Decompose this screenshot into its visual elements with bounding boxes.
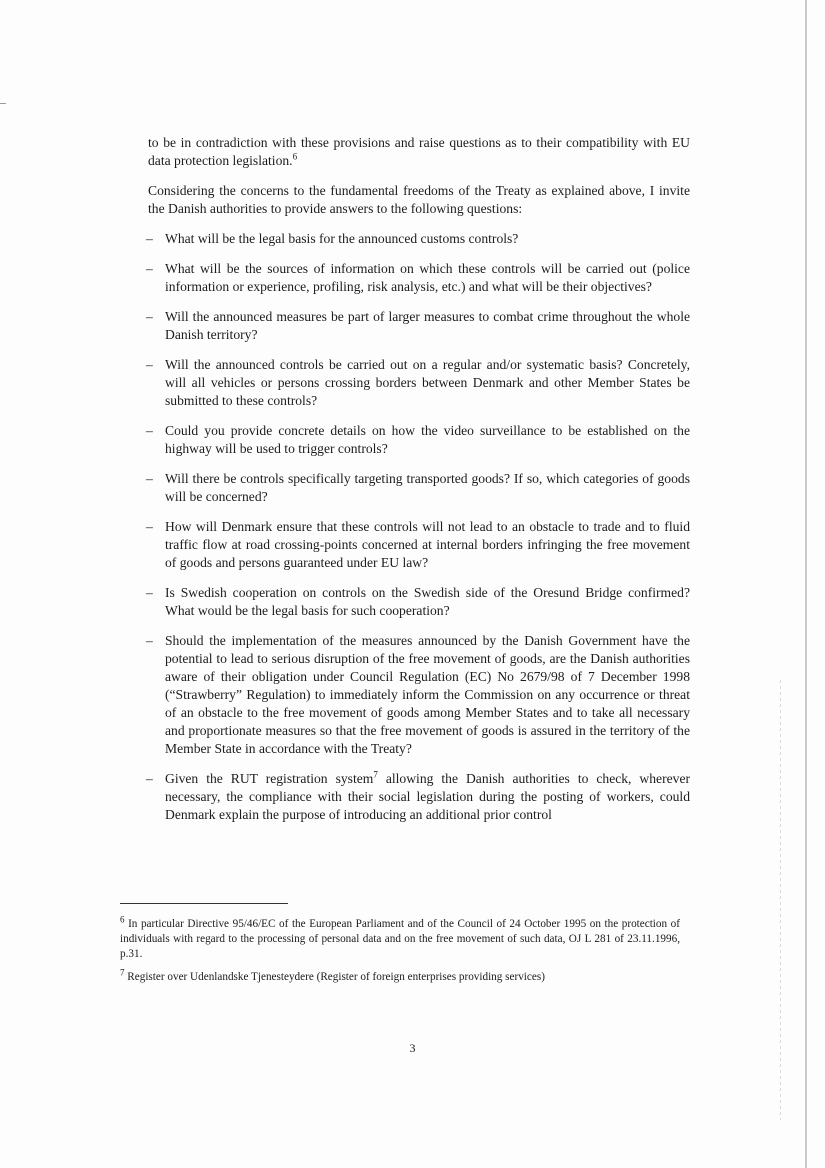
footnote-separator	[120, 903, 288, 904]
bullet-dash: –	[146, 261, 153, 276]
bullet-dash: –	[146, 471, 153, 486]
bullet-dash: –	[146, 231, 153, 246]
footnote-7: $^7$ Register over Udenlandske Tjenesteydere (Register of foreign enterprises providing services)	[120, 967, 545, 983]
bullet-dash: –	[146, 519, 153, 534]
question-item: – Should the implementation of the measures announced by the Danish Government have the potential to lead to serious disruption of the free movement of goods, are the Danish authorities aware of their obligation under Council Regulation (EC) No 2679/98 of 7 December 1998 (“Strawberry” Regulation) to immediately inform the Commission on any occurrence or threat of an obstacle to the free movement of goods among Member States and to take all necessary and proportionate measures so that the free movement of goods is assured in the territory of the Member State in accordance with the Treaty?	[146, 633, 690, 756]
question-item: – Could you provide concrete details on how the video surveillance to be established on the highway will be used to trigger controls?	[146, 423, 690, 456]
question-item: – Given the RUT registration system$^7$ allowing the Danish authorities to check, wherever necessary, the compliance with their social legislation during the posting of workers, could Denmark explain the purpose of introducing an additional prior control	[146, 769, 690, 822]
footnote-ref-6[interactable]: 6	[292, 151, 298, 162]
question-item: – Will the announced controls be carried out on a regular and/or systematic basis? Concretely, will all vehicles or persons crossing borders between Denmark and other Member States be submitted to these controls?	[146, 357, 690, 408]
footnotes	[120, 914, 680, 993]
bullet-dash: –	[146, 423, 153, 438]
body-text	[148, 134, 690, 836]
intro-paragraph: to be in contradiction with these provisions and raise questions as to their compatibility with EU data protection legislation.$^6$	[148, 135, 690, 168]
bullet-dash: –	[146, 357, 153, 372]
scan-mark	[0, 103, 6, 104]
bullet-dash: –	[146, 309, 153, 324]
question-item: – How will Denmark ensure that these controls will not lead to an obstacle to trade and to fluid traffic flow at road crossing-points concerned at internal borders infringing the free movement of goods and persons guaranteed under EU law?	[146, 519, 690, 570]
bullet-dash: –	[146, 771, 153, 786]
questions-list	[148, 230, 690, 824]
scan-edge	[805, 0, 807, 1168]
footnote-ref-7[interactable]: 7	[373, 769, 378, 780]
invitation-paragraph: Considering the concerns to the fundamental freedoms of the Treaty as explained above, I invite the Danish authorities to provide answers to the following questions:	[148, 183, 690, 216]
question-item: – Is Swedish cooperation on controls on the Swedish side of the Oresund Bridge confirmed? What would be the legal basis for such cooperation?	[146, 585, 690, 618]
bullet-dash: –	[146, 633, 153, 648]
page-number: 3	[409, 1041, 416, 1055]
footnote-6: $^6$ In particular Directive 95/46/EC of the European Parliament and of the Council of 24 October 1995 on the protection of individuals with regard to the processing of personal data and on the free movement of such data, OJ L 281 of 23.11.1996, p.31.	[120, 914, 680, 960]
question-item: – Will the announced measures be part of larger measures to combat crime throughout the whole Danish territory?	[146, 309, 690, 342]
question-item: – What will be the sources of information on which these controls will be carried out (police information or experience, profiling, risk analysis, etc.) and what will be their objectives?	[146, 261, 690, 294]
question-item: – Will there be controls specifically targeting transported goods? If so, which categories of goods will be concerned?	[146, 471, 690, 504]
question-item: – What will be the legal basis for the announced customs controls?	[146, 231, 519, 246]
bullet-dash: –	[146, 585, 153, 600]
